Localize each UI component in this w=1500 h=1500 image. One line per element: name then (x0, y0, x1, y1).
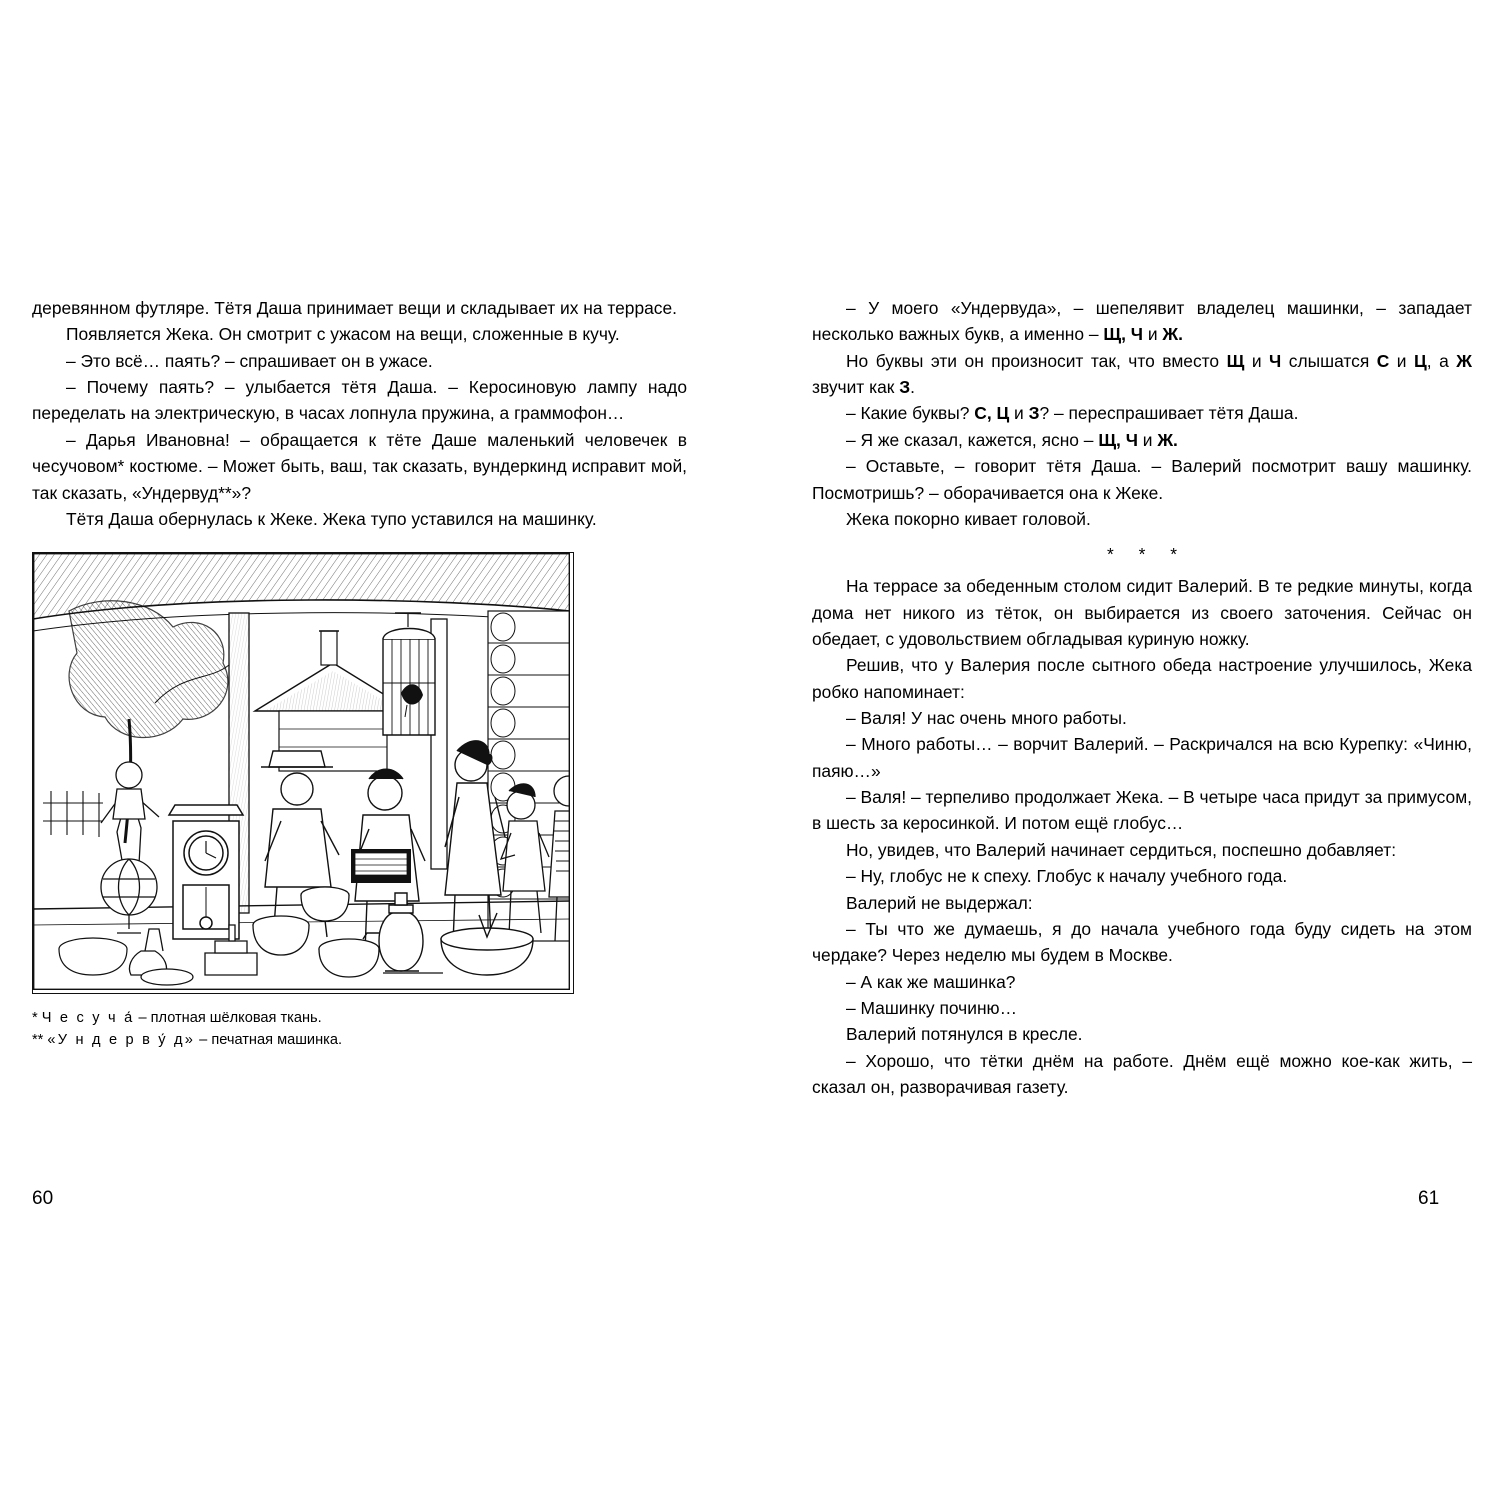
section-divider: * * * (1107, 544, 1187, 565)
page-number-left: 60 (32, 1188, 54, 1209)
illustration (32, 552, 574, 994)
paragraph: Решив, что у Валерия после сытного обеда настроение улучшилось, Жека робко напоминает: (812, 655, 1472, 702)
paragraph: – Ну, глобус не к спеху. Глобус к началу учебного года. (846, 866, 1288, 887)
footnote-marker: * (32, 1010, 38, 1027)
paragraph: – Это всё… паять? – спрашивает он в ужасе. (66, 350, 433, 371)
footnotes (32, 1008, 687, 1052)
paragraph: – У моего «Ундервуда», – шепелявит владелец машинки, – западает несколько важных букв, а именно – Щ, Ч и Ж. (812, 298, 1472, 345)
paragraph: Валерий потянулся в кресле. (846, 1024, 1083, 1045)
paragraph: – Какие буквы? С, Ц и З? – переспрашивает тётя Даша. (846, 403, 1299, 424)
birdcage (383, 613, 435, 735)
paragraph: – Ты что же думаешь, я до начала учебного года буду сидеть на этом чердаке? Через неделю мы будем в Москве. (812, 918, 1472, 966)
paragraph: – Оставьте, – говорит тётя Даша. – Валерий посмотрит вашу машинку. Посмотришь? – оборачивается она к Жеке. (812, 456, 1472, 503)
paragraph: Валерий не выдержал: (846, 892, 1033, 913)
paragraph: Тётя Даша обернулась к Жеке. Жека тупо уставился на машинку. (66, 508, 597, 529)
paragraph: – Хорошо, что тётки днём на работе. Днём ещё можно кое-как жить, – сказал он, разворачивая газету. (812, 1050, 1472, 1098)
paragraph: деревянном футляре. Тётя Даша принимает вещи и складывает их на террасе. (32, 298, 677, 318)
paragraph: Появляется Жека. Он смотрит с ужасом на вещи, сложенные в кучу. (66, 324, 620, 345)
paragraph: Но, увидев, что Валерий начинает сердиться, поспешно добавляет: (846, 839, 1397, 860)
paragraph: – Почему паять? – улыбается тётя Даша. – Керосиновую лампу надо переделать на электрическую, в часах лопнула пружина, а граммофон… (32, 377, 687, 424)
paragraph: – Дарья Ивановна! – обращается к тёте Даше маленький человечек в чесучовом* костюме. – Может быть, ваш, так сказать, вундеркинд исправит мой, так сказать, «Ундервуд**»? (32, 429, 687, 503)
footnote-term: Ч е с у ч а́ (41, 1010, 135, 1027)
paragraph: – Валя! У нас очень много работы. (846, 708, 1127, 729)
paragraph: – Я же сказал, кажется, ясно – Щ, Ч и Ж. (846, 429, 1178, 450)
footnote-2 (32, 1030, 687, 1052)
footnote-term: «У н д е р в у́ д» (47, 1032, 196, 1049)
page-number-right: 61 (1418, 1188, 1440, 1209)
paragraph: – Валя! – терпеливо продолжает Жека. – В четыре часа придут за примусом, в шесть за керосинкой. И потом ещё глобус… (812, 787, 1472, 834)
footnote-text: – плотная шёлковая ткань. (134, 1010, 322, 1027)
paragraph: Но буквы эти он произносит так, что вместо Щ и Ч слышатся С и Ц, а Ж звучит как З. (812, 350, 1472, 398)
grandfather-clock (169, 805, 243, 939)
paragraph: Жека покорно кивает головой. (846, 508, 1091, 529)
page-left (32, 295, 687, 1052)
paragraph: – А как же машинка? (846, 971, 1016, 992)
footnote-1 (32, 1008, 687, 1030)
typewriter (351, 849, 411, 883)
page-right (812, 295, 1472, 1100)
paragraph: – Много работы… – ворчит Валерий. – Раскричался на всю Курепку: «Чиню, паяю…» (812, 734, 1472, 781)
footnote-marker: ** (32, 1032, 44, 1049)
paragraph: – Машинку починю… (846, 997, 1017, 1018)
paragraph: На террасе за обеденным столом сидит Валерий. В те редкие минуты, когда дома нет никого из тёток, он выбирается из своего заточения. Сейчас он обедает, с удовольствием обгладывая куриную ножку. (812, 576, 1472, 649)
footnote-text: – печатная машинка. (195, 1032, 343, 1049)
